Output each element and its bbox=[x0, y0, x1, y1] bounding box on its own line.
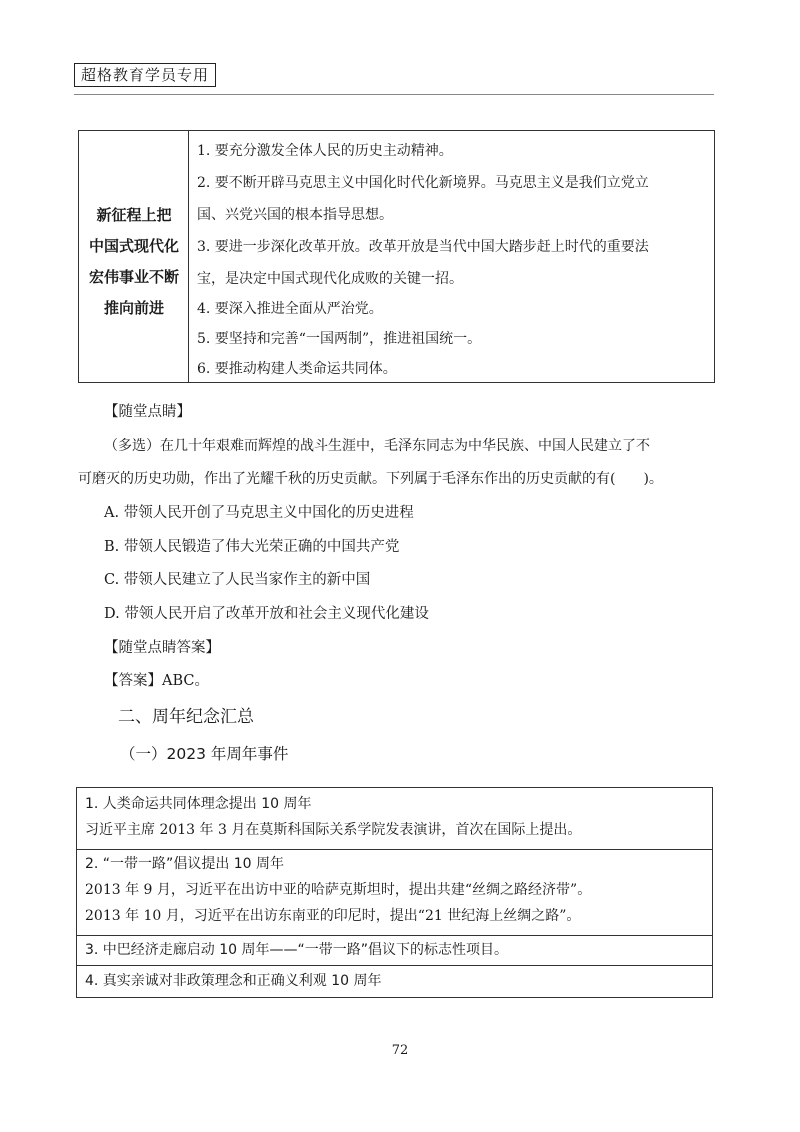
event-detail: 2013 年 9 月，习近平在出访中亚的哈萨克斯坦时，提出共建“丝绸之路经济带”。 bbox=[85, 882, 592, 898]
table-title-line: 新征程上把 bbox=[96, 206, 172, 224]
table-title-line: 推向前进 bbox=[103, 299, 164, 317]
event-detail: 2013 年 10 月，习近平在出访东南亚的印尼时，提出“21 世纪海上丝绸之路”。 bbox=[85, 908, 581, 924]
table-title-line: 宏伟事业不断 bbox=[88, 268, 179, 286]
table-item-2-cont: 国、兴党兴国的根本指导思想。 bbox=[197, 207, 393, 223]
quiz-option-c: C. 带领人民建立了人民当家作主的新中国 bbox=[104, 572, 371, 588]
quiz-option-b: B. 带领人民锻造了伟大光荣正确的中国共产党 bbox=[104, 539, 400, 555]
quiz-section-label: 【随堂点睛】 bbox=[104, 404, 191, 420]
table-content-cell bbox=[197, 131, 710, 382]
table-row-divider bbox=[77, 935, 712, 936]
header-divider bbox=[74, 94, 714, 95]
quiz-option-d: D. 带领人民开启了改革开放和社会主义现代化建设 bbox=[104, 606, 429, 622]
section-subtitle: （一）2023 年周年事件 bbox=[120, 745, 289, 763]
event-title: 2. “一带一路”倡议提出 10 周年 bbox=[85, 856, 285, 872]
event-detail: 习近平主席 2013 年 3 月在莫斯科国际关系学院发表演讲，首次在国际上提出。 bbox=[85, 822, 582, 838]
table-item-2: 2. 要不断开辟马克思主义中国化时代化新境界。马克思主义是我们立党立 bbox=[197, 175, 649, 191]
quiz-question-line-2: 可磨灭的历史功勋，作出了光耀千秋的历史贡献。下列属于毛泽东作出的历史贡献的有( )。 bbox=[78, 471, 663, 487]
quiz-answer: 【答案】ABC。 bbox=[104, 673, 209, 689]
new-journey-table bbox=[78, 130, 715, 383]
table-item-4: 4. 要深入推进全面从严治党。 bbox=[197, 301, 383, 317]
anniversary-events-table bbox=[76, 787, 713, 998]
table-row-divider bbox=[77, 849, 712, 850]
table-title-cell bbox=[79, 131, 189, 382]
header-label: 超格教育学员专用 bbox=[74, 63, 216, 87]
table-item-6: 6. 要推动构建人类命运共同体。 bbox=[197, 361, 397, 377]
event-title: 3. 中巴经济走廊启动 10 周年——“一带一路”倡议下的标志性项目。 bbox=[85, 942, 509, 958]
table-item-3-cont: 宝，是决定中国式现代化成败的关键一招。 bbox=[197, 271, 463, 287]
event-title: 4. 真实亲诚对非政策理念和正确义利观 10 周年 bbox=[85, 973, 382, 989]
event-title: 1. 人类命运共同体理念提出 10 周年 bbox=[85, 796, 312, 812]
table-item-1: 1. 要充分激发全体人民的历史主动精神。 bbox=[197, 143, 453, 159]
section-title: 二、周年纪念汇总 bbox=[118, 707, 254, 727]
table-title-line: 中国式现代化 bbox=[88, 237, 179, 255]
table-item-5: 5. 要坚持和完善“一国两制”，推进祖国统一。 bbox=[197, 331, 482, 347]
quiz-answer-label: 【随堂点睛答案】 bbox=[104, 640, 220, 656]
quiz-question-line-1: （多选）在几十年艰难而辉煌的战斗生涯中，毛泽东同志为中华民族、中国人民建立了不 bbox=[104, 438, 650, 454]
table-row-divider bbox=[77, 965, 712, 966]
quiz-option-a: A. 带领人民开创了马克思主义中国化的历史进程 bbox=[104, 505, 414, 521]
table-item-3: 3. 要进一步深化改革开放。改革开放是当代中国大踏步赶上时代的重要法 bbox=[197, 239, 649, 255]
page-number: 72 bbox=[391, 1043, 409, 1058]
